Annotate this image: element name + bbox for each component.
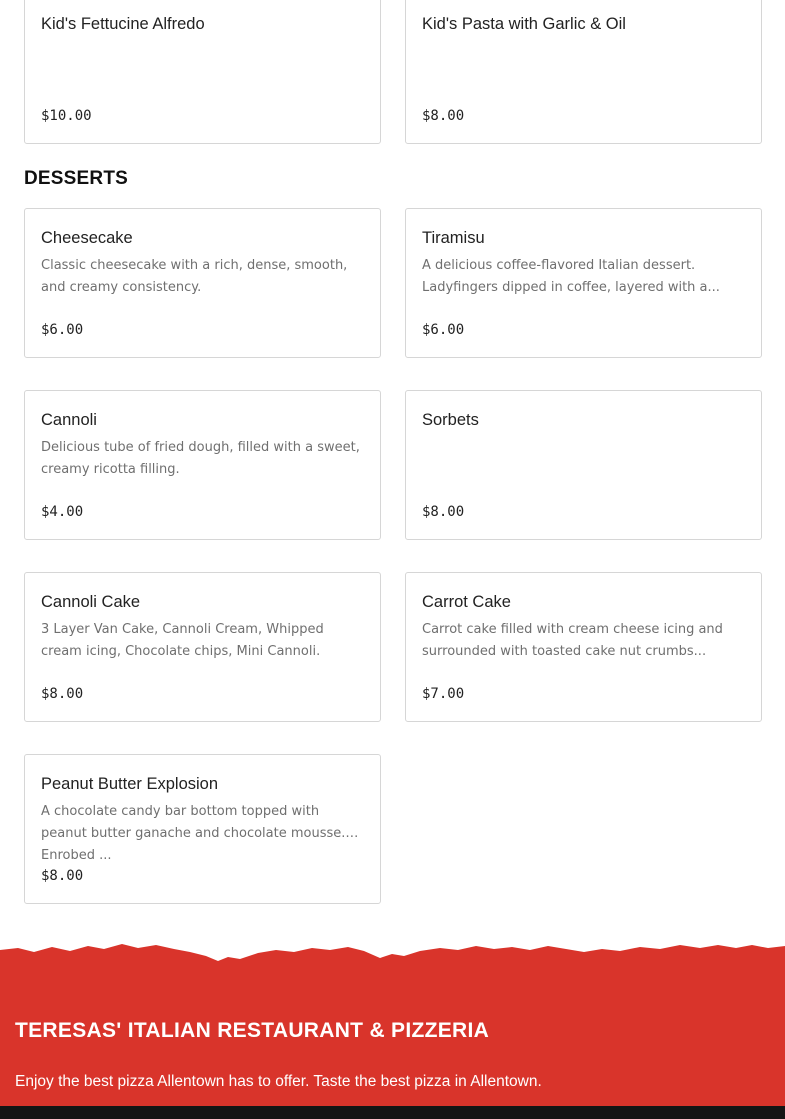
menu-item-description: 3 Layer Van Cake, Cannoli Cream, Whipped cream icing, Chocolate chips, Mini Cannoli. — [41, 622, 324, 659]
menu-item-price: $8.00 — [422, 108, 465, 124]
menu-item-price: $6.00 — [41, 322, 84, 338]
menu-item-card[interactable] — [405, 572, 762, 722]
menu-item-card[interactable] — [24, 390, 381, 540]
menu-item-price: $4.00 — [41, 504, 84, 520]
menu-item-name: Cannoli — [41, 411, 97, 429]
menu-item-price: $8.00 — [41, 686, 84, 702]
menu-item-price: $8.00 — [41, 868, 84, 884]
menu-item-price: $8.00 — [422, 504, 465, 520]
menu-item-card[interactable] — [405, 208, 762, 358]
menu-item-name: Sorbets — [422, 411, 479, 429]
footer-bottom-bar — [0, 1106, 785, 1119]
menu-item-card[interactable] — [24, 208, 381, 358]
menu-item-name: Cheesecake — [41, 229, 133, 247]
menu-item-description: A chocolate candy bar bottom topped with peanut butter ganache and chocolate mousse. Enrobed ... — [41, 804, 346, 863]
menu-item-card[interactable] — [405, 390, 762, 540]
menu-item-price: $6.00 — [422, 322, 465, 338]
menu-item-description: Delicious tube of fried dough, filled with a sweet, creamy ricotta filling. — [41, 440, 360, 477]
menu-item-card[interactable] — [24, 572, 381, 722]
menu-item-name: Kid's Fettucine Alfredo — [41, 15, 205, 33]
menu-item-name: Peanut Butter Explosion — [41, 775, 219, 793]
menu-item-description: Carrot cake filled with cream cheese icing and surrounded with toasted cake nut crumbs... — [422, 622, 723, 659]
footer-tagline: Enjoy the best pizza Allentown has to offer. Taste the best pizza in Allentown. — [15, 1073, 542, 1090]
menu-item-card[interactable] — [405, 0, 762, 144]
restaurant-name: TERESAS' ITALIAN RESTAURANT & PIZZERIA — [15, 1019, 490, 1042]
menu-item-name: Tiramisu — [422, 229, 485, 247]
menu-item-description: A delicious coffee-flavored Italian dessert. Ladyfingers dipped in coffee, layered with a... — [422, 258, 720, 295]
menu-item-description: Classic cheesecake with a rich, dense, smooth, and creamy consistency. — [41, 258, 348, 295]
menu-item-price: $7.00 — [422, 686, 465, 702]
menu-item-name: Cannoli Cake — [41, 593, 141, 611]
menu-item-card[interactable] — [24, 754, 381, 904]
menu-item-name: Carrot Cake — [422, 593, 511, 611]
menu-item-name: Kid's Pasta with Garlic & Oil — [422, 15, 626, 33]
menu-item-card[interactable] — [24, 0, 381, 144]
section-title-desserts: DESSERTS — [24, 168, 129, 189]
menu-item-price: $10.00 — [41, 108, 92, 124]
site-footer — [0, 940, 785, 1119]
